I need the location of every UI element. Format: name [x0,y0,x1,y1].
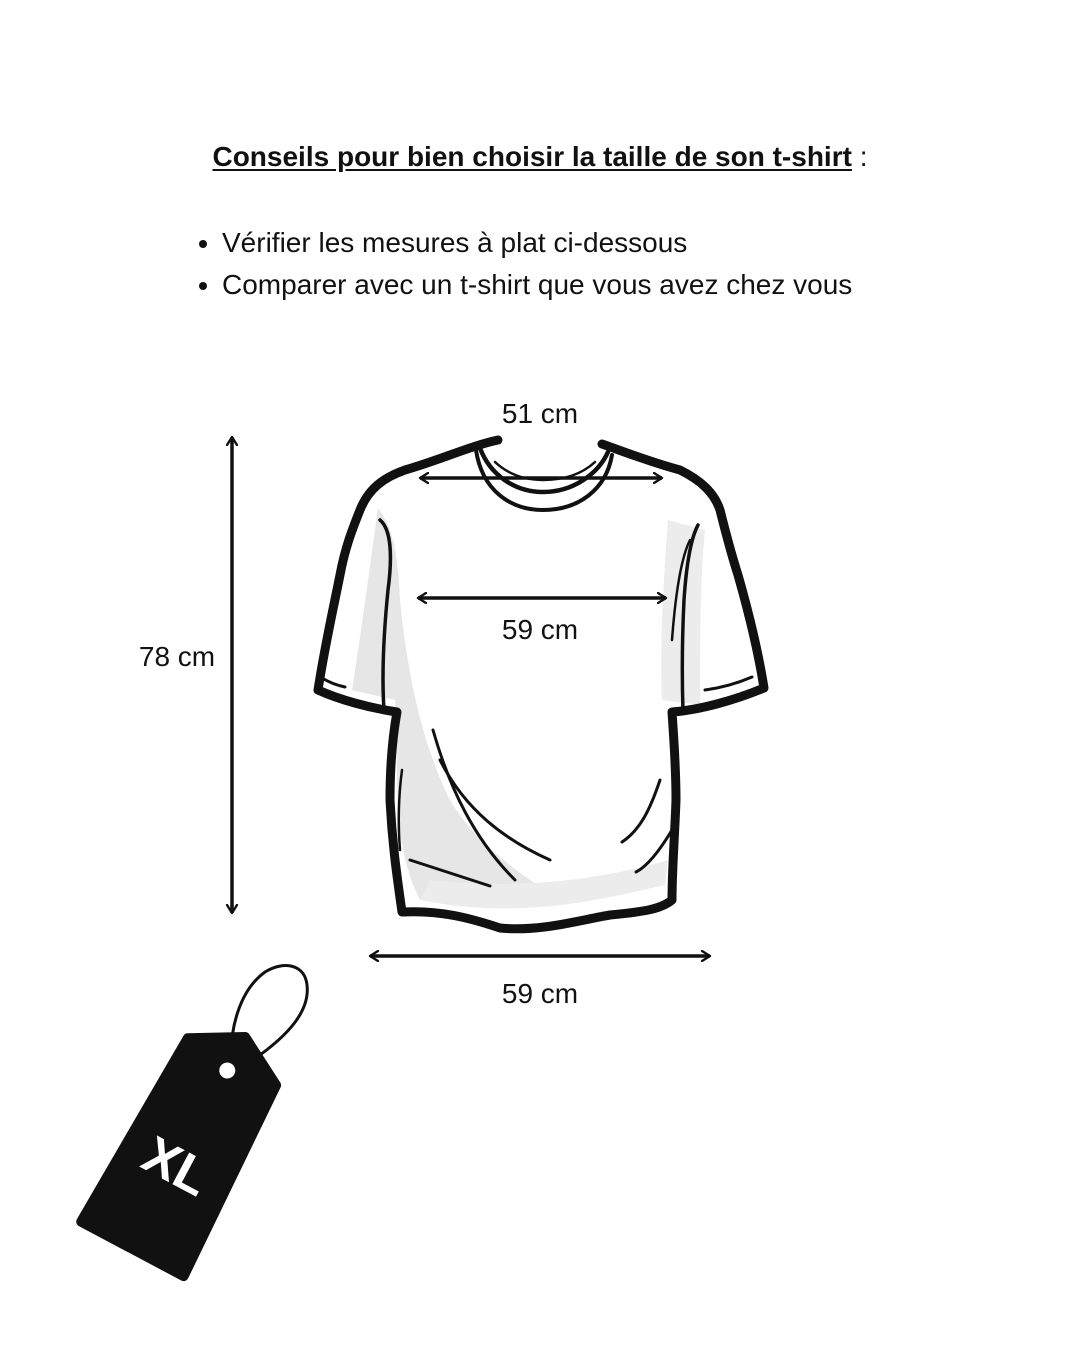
tshirt-illustration [318,440,764,929]
shoulder-width-label: 51 cm [501,398,579,429]
chest-width-label: 59 cm [501,614,579,645]
tip-item: • Vérifier les mesures à plat ci-dessous [222,222,852,264]
bottom-width-label: 59 cm [501,978,579,1009]
size-tag-icon [81,966,307,1277]
length-label: 78 cm [138,641,216,672]
heading-suffix: : [851,141,868,172]
tip-item: • Comparer avec un t-shirt que vous avez chez vous [222,264,852,306]
heading-title: Conseils pour bien choisir la taille de son t-shirt [212,141,852,172]
size-tag-label: XL [133,1125,220,1208]
